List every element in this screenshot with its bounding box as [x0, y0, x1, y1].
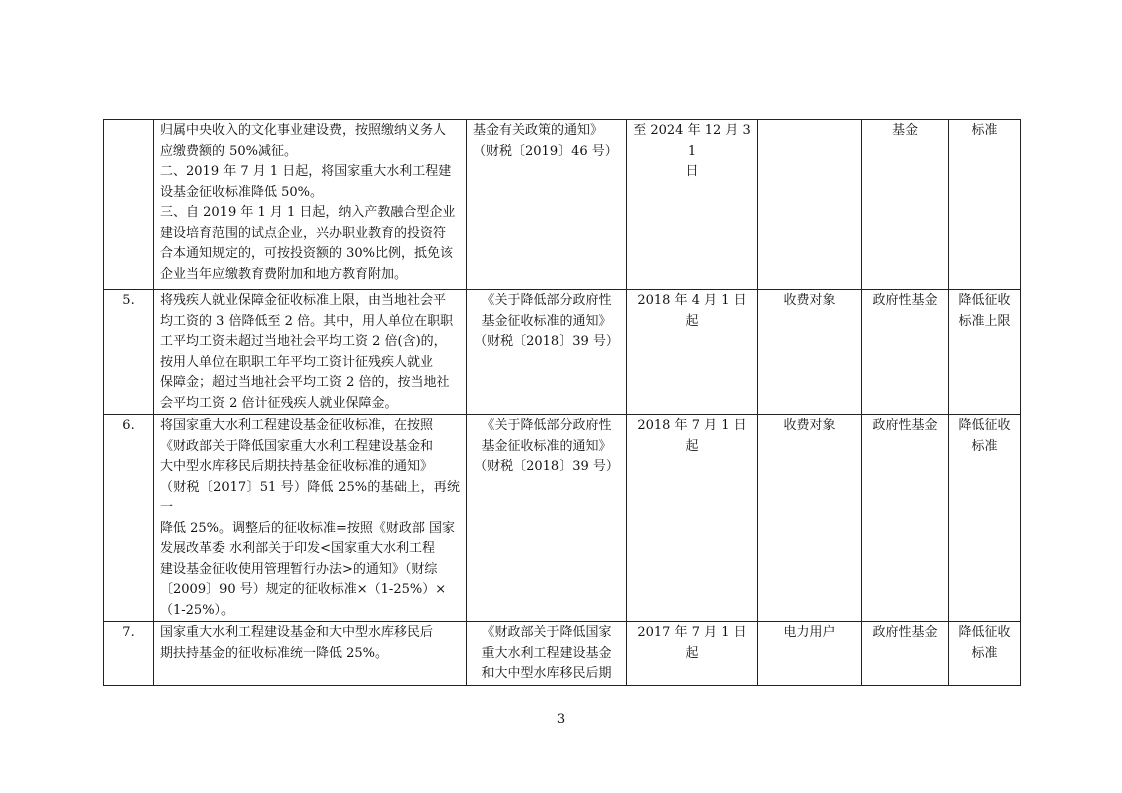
target-payer: 收费对象	[758, 415, 862, 622]
page-number: 3	[556, 712, 566, 727]
table-body	[104, 120, 1021, 686]
fund-type: 基金	[862, 120, 949, 290]
row-number: 6.	[104, 415, 154, 622]
policy-content: 归属中央收入的文化事业建设费，按照缴纳义务人 应缴费额的 50%减征。 二、2019 年 7 月 1 日起，将国家重大水利工程建 设基金征收标准降低 50%。 三、自 2019 年 1 月 1 日起，纳入产教融合型企业 建设培育范围的试点企业，兴办职业教育的投资符 合本通知规定的，可按投资额的 30%比例，抵免该 企业当年应缴教育费附加和地方教育附加。	[154, 120, 467, 290]
policy-basis: 《关于降低部分政府性 基金征收标准的通知》 （财税〔2018〕39 号）	[467, 290, 627, 415]
fund-type: 政府性基金	[862, 415, 949, 622]
policy-content: 将国家重大水利工程建设基金征收标准，在按照 《财政部关于降低国家重大水利工程建设基金和 大中型水库移民后期扶持基金征收标准的通知》 （财税〔2017〕51 号）降低 25%的基础上，再统一 降低 25%。调整后的征收标准=按照《财政部 国家 发展改革委 水利部关于印发<国家重大水利工程 建设基金征收使用管理暂行办法>的通知》（财综 〔2009〕90 号）规定的征收标准×（1-25%）× （1-25%）。	[154, 415, 467, 622]
target-payer: 收费对象	[758, 290, 862, 415]
effective-time: 2018 年 7 月 1 日起	[627, 415, 758, 622]
reduction-category: 降低征收 标准	[949, 622, 1021, 686]
target-payer	[758, 120, 862, 290]
table-row	[104, 415, 1021, 622]
policy-content: 国家重大水利工程建设基金和大中型水库移民后 期扶持基金的征收标准统一降低 25%。	[154, 622, 467, 686]
policy-basis: 基金有关政策的通知》 （财税〔2019〕46 号）	[467, 120, 627, 290]
reduction-category: 降低征收 标准上限	[949, 290, 1021, 415]
table-row	[104, 622, 1021, 686]
policy-basis: 《关于降低部分政府性 基金征收标准的通知》 （财税〔2018〕39 号）	[467, 415, 627, 622]
policy-content: 将残疾人就业保障金征收标准上限，由当地社会平 均工资的 3 倍降低至 2 倍。其中，用人单位在职职 工平均工资未超过当地社会平均工资 2 倍(含)的， 按用人单位在职职工年平均工资计征残疾人就业 保障金；超过当地社会平均工资 2 倍的，按当地社 会平均工资 2 倍计征残疾人就业保障金。	[154, 290, 467, 415]
policy-table	[103, 119, 1021, 686]
row-number: 5.	[104, 290, 154, 415]
effective-time: 至 2024 年 12 月 31 日	[627, 120, 758, 290]
policy-basis: 《财政部关于降低国家 重大水利工程建设基金 和大中型水库移民后期	[467, 622, 627, 686]
table-row	[104, 290, 1021, 415]
table-row	[104, 120, 1021, 290]
reduction-category: 标准	[949, 120, 1021, 290]
reduction-category: 降低征收 标准	[949, 415, 1021, 622]
fund-type: 政府性基金	[862, 290, 949, 415]
target-payer: 电力用户	[758, 622, 862, 686]
effective-time: 2017 年 7 月 1 日起	[627, 622, 758, 686]
fund-type: 政府性基金	[862, 622, 949, 686]
effective-time: 2018 年 4 月 1 日起	[627, 290, 758, 415]
row-number: 7.	[104, 622, 154, 686]
row-number	[104, 120, 154, 290]
